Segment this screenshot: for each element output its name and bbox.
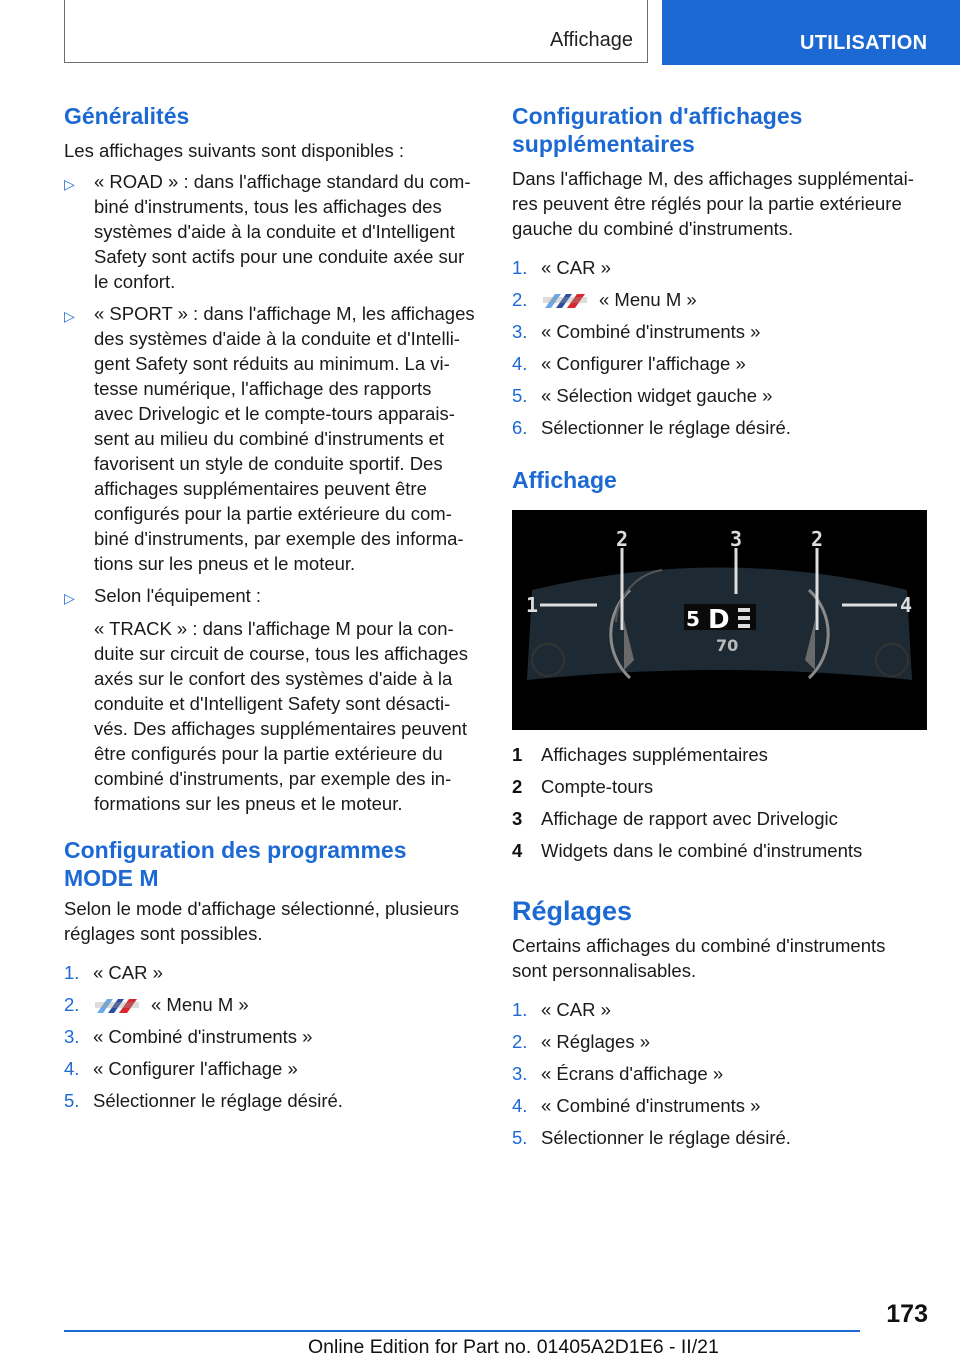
- heading-config-programmes: Configuration des programmes MODE M: [64, 837, 407, 891]
- list-item: 5. « Sélection widget gauche »: [512, 385, 773, 406]
- callout-2-left: 2: [616, 527, 629, 551]
- list-item: 3. « Combiné d'instruments »: [512, 321, 761, 342]
- page-number: 173: [886, 1300, 928, 1328]
- triangle-bullet-icon: ▷: [64, 176, 75, 192]
- legend-item: 1 Affichages supplémentaires: [512, 744, 768, 765]
- instrument-cluster-image: [512, 510, 927, 730]
- list-item: 2. « Menu M »: [64, 994, 249, 1015]
- list-item: 3. « Écrans d'affichage »: [512, 1063, 724, 1084]
- chapter-tab: [662, 0, 960, 65]
- legend-item: 3 Affichage de rapport avec Drivelogic: [512, 808, 838, 829]
- list-item: 1. « CAR »: [64, 962, 163, 983]
- legend-item: 2 Compte-tours: [512, 776, 654, 797]
- right-intro: Dans l'affichage M, des affichages supplémentai- res peuvent être réglés pour la partie extérieure gauche du combiné d'instruments.: [512, 168, 914, 239]
- gear-number: 5: [686, 607, 700, 631]
- triangle-bullet-icon: ▷: [64, 308, 75, 324]
- heading-config-affichages: Configuration d'affichages supplémentaires: [512, 103, 803, 157]
- callout-2-right: 2: [811, 527, 824, 551]
- intro-text: Les affichages suivants sont disponibles :: [64, 140, 405, 161]
- chapter-title: UTILISATION: [800, 32, 928, 54]
- bullet-sport: ▷ « SPORT » : dans l'affichage M, les affichages des systèmes d'aide à la conduite et d'Intelli- gent Safety sont réduits au minimum. La vi- tesse numérique, l'affichage des rapports avec Drivelogic et le compte-tours apparais- sent au milieu du combiné d'instruments et favorisent un style de conduite sportif. Des affichages supplémentaires peuvent être configurés pour la partie extérieure du com- biné d'instruments, par exemple des informa- tions sur les pneus et le moteur.: [64, 303, 475, 574]
- list-item: 2. « Réglages »: [512, 1031, 651, 1052]
- list-item: 4. « Configurer l'affichage »: [64, 1058, 298, 1079]
- section-title: Affichage: [549, 29, 633, 51]
- drive-mode: D: [708, 605, 730, 635]
- reglages-intro: Certains affichages du combiné d'instruments sont personnalisables.: [512, 935, 886, 981]
- heading-generalites: Généralités: [64, 103, 190, 129]
- list-item: 5. Sélectionner le réglage désiré.: [64, 1090, 343, 1111]
- cluster-illustration: [512, 510, 927, 730]
- track-paragraph: « TRACK » : dans l'affichage M pour la con- duite sur circuit de course, tous les affichages axés sur le confort des systèmes d'aide à la conduite et d'Intelligent Safety sont désacti- vés. Des affichages supplémentaires peuvent être configurés pour la partie extérieure du combiné d'instruments, par exemple des in- formations sur les pneus et le moteur.: [94, 618, 468, 814]
- list-item: 6. Sélectionner le réglage désiré.: [512, 417, 791, 438]
- steps-list-right: [512, 255, 932, 440]
- heading-reglages: Réglages: [512, 896, 633, 926]
- steps-list-left: [64, 960, 482, 1113]
- m-logo-icon: [93, 999, 141, 1013]
- footer-edition: Online Edition for Part no. 01405A2D1E6 - II/21: [308, 1336, 719, 1358]
- heading-affichage: Affichage: [512, 467, 617, 493]
- left-column: [64, 102, 482, 1113]
- list-item: 4. « Combiné d'instruments »: [512, 1095, 761, 1116]
- speed-readout: 70: [716, 636, 739, 655]
- callout-1: 1: [526, 593, 539, 617]
- right-column: [512, 102, 932, 1150]
- steps-list-reglages: [512, 997, 932, 1150]
- list-item: 5. Sélectionner le réglage désiré.: [512, 1127, 791, 1148]
- list-item: 1. « CAR »: [512, 257, 611, 278]
- header-section-box: [64, 0, 648, 63]
- intro2-text: Selon le mode d'affichage sélectionné, plusieurs réglages sont possibles.: [64, 898, 460, 944]
- legend-item: 4 Widgets dans le combiné d'instruments: [512, 840, 863, 861]
- list-item: 1. « CAR »: [512, 999, 611, 1020]
- footer-rule: [64, 1330, 860, 1332]
- m-logo-icon: [541, 294, 589, 308]
- callout-3: 3: [730, 527, 743, 551]
- bullet-road: ▷ « ROAD » : dans l'affichage standard du com- biné d'instruments, tous les affichages des systèmes d'aide à la conduite et d'Intelligent Safety sont actifs pour une conduite axée sur le confort.: [64, 171, 471, 292]
- list-item: 3. « Combiné d'instruments »: [64, 1026, 313, 1047]
- list-item: 4. « Configurer l'affichage »: [512, 353, 746, 374]
- legend-list: [512, 742, 932, 863]
- triangle-bullet-icon: ▷: [64, 590, 75, 606]
- callout-4: 4: [900, 593, 913, 617]
- bullet-equipment: ▷ Selon l'équipement : « TRACK » : dans l'affichage M pour la con- duite sur circuit de course, tous les affichages axés sur le confort des systèmes d'aide à la conduite et d'Intelligent Safety sont désacti- vés. Des affichages supplémentaires peuvent être configurés pour la partie extérieure du combiné d'instruments, par exemple des in- formations sur les pneus et le moteur.: [64, 583, 482, 816]
- list-item: 2. « Menu M »: [512, 289, 697, 310]
